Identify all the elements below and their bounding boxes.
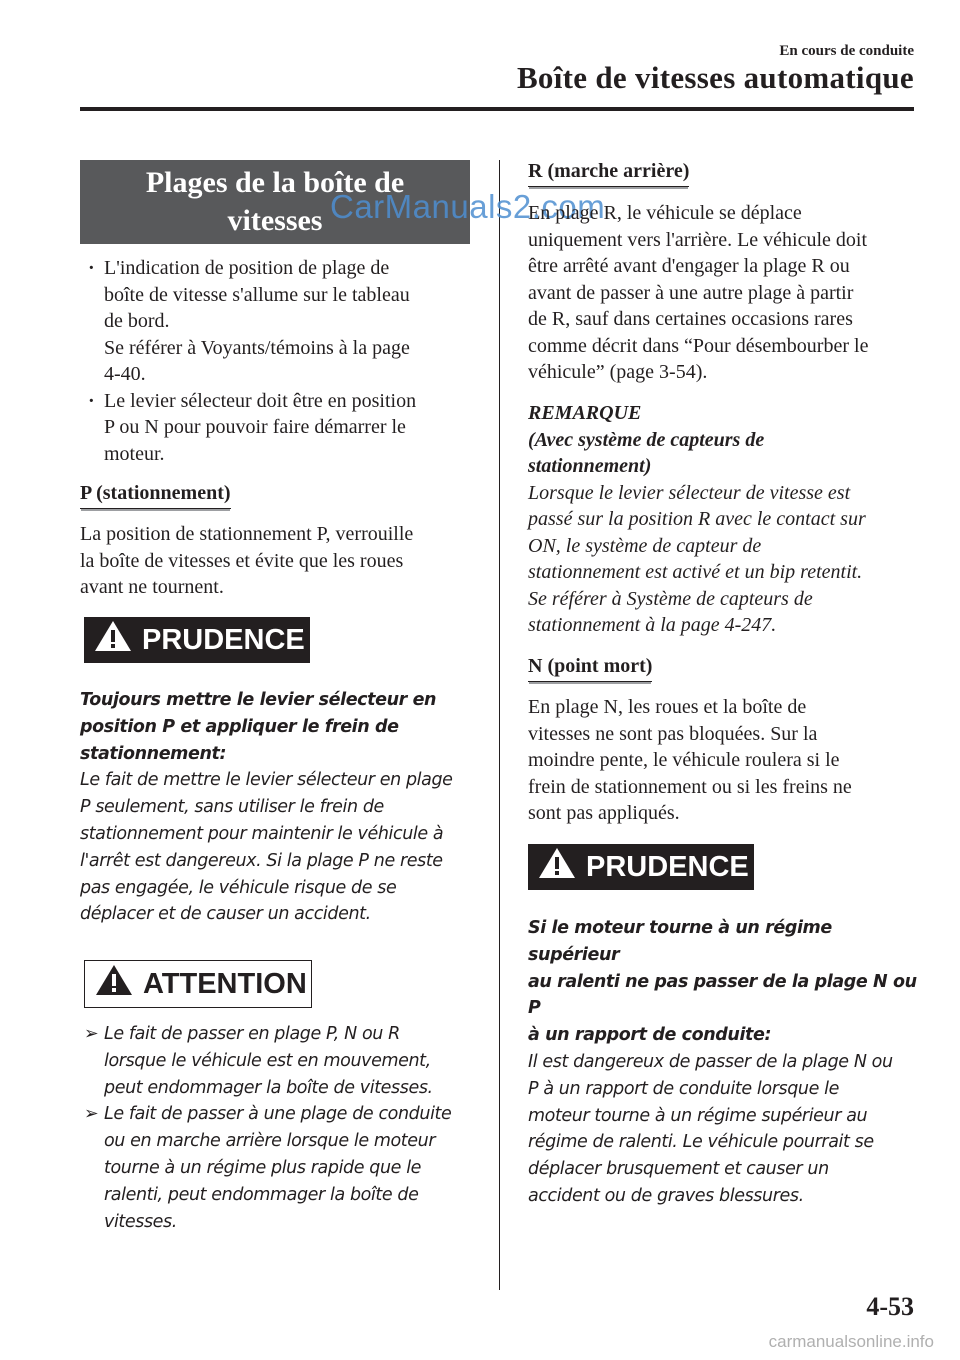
caution-label: PRUDENCE	[142, 623, 305, 656]
arrow-bullet-icon: ➢	[84, 1024, 99, 1044]
list-item: ➢ Le fait de passer en plage P, N ou R lorsque le véhicule est en mouvement, peut endommager la boîte de vitesses.	[84, 1021, 474, 1101]
park-paragraph: La position de stationnement P, verrouille la boîte de vitesses et évite que les roues avant ne tournent.	[80, 523, 414, 598]
warning-triangle-icon	[538, 847, 576, 887]
column-divider	[499, 160, 500, 1290]
section-title-line-1: Plages de la boîte de	[145, 166, 405, 199]
warning-triangle-icon	[95, 964, 133, 1004]
footer-watermark: carmanualsonline.info	[768, 1332, 934, 1351]
caution-text-neutral: Si le moteur tourne à un régime supérieur au ralenti ne pas passer de la plage N ou P à un rapport de conduite: Il est dangereux de passer de la plage N ou P à un rapport de conduite lorsque le moteur tourne à un régime supérieur au régime de ralenti. Le véhicule pourrait se déplacer brusquement et causer un accident ou de graves blessures.	[528, 918, 917, 1206]
subheading-reverse: R (marche arrière)	[528, 160, 689, 187]
attention-banner	[84, 960, 312, 1008]
caution-label: PRUDENCE	[586, 850, 749, 883]
remark-label: REMARQUE	[528, 402, 642, 424]
warning-triangle-icon	[94, 620, 132, 660]
arrow-bullet-icon: ➢	[84, 1104, 99, 1125]
remark-block: REMARQUE (Avec système de capteurs de stationnement) Lorsque le levier sélecteur de vitesse est passé sur la position R avec le contact sur ON, le système de capteur de stationnement est activé et un bip retentit. Se référer à Système de capteurs de stationnement à la page 4-247.	[528, 400, 920, 639]
watermark: CarManuals2.com	[330, 188, 606, 225]
chapter-label: En cours de conduite	[779, 43, 914, 59]
attention-label: ATTENTION	[143, 967, 307, 1000]
attention-list	[84, 1021, 474, 1235]
list-item: · Le levier sélecteur doit être en position P ou N pour pouvoir faire démarrer le moteur.	[84, 388, 464, 468]
intro-bullet-list	[84, 255, 464, 467]
section-title-line-2: vitesses	[227, 204, 323, 237]
list-item: ➢ Le fait de passer à une plage de conduite ou en marche arrière lorsque le moteur tourne à un régime plus rapide que le ralenti, peut endommager la boîte de vitesses.	[84, 1101, 474, 1235]
page-number: 4-53	[866, 1292, 914, 1321]
subheading-neutral: N (point mort)	[528, 655, 652, 682]
list-item: · L'indication de position de plage de boîte de vitesse s'allume sur le tableau de bord. Se référer à Voyants/témoins à la page 4-40.	[84, 255, 464, 388]
neutral-paragraph: En plage N, les roues et la boîte de vitesses ne sont pas bloquées. Sur la moindre pente, le véhicule roulera si le frein de stationnement ou si les freins ne sont pas appliqués.	[528, 696, 852, 824]
page-header-title: Boîte de vitesses automatique	[516, 60, 914, 95]
caution-banner	[528, 844, 754, 890]
caution-text-park: Toujours mettre le levier sélecteur en position P et appliquer le frein de stationnement: Le fait de mettre le levier sélecteur en plage P seulement, sans utiliser le frein de stationnement pour maintenir le véhicule à l'arrêt est dangereux. Si la plage P ne reste pas engagée, le véhicule risque de se déplacer et de causer un accident.	[80, 690, 453, 925]
subheading-park: P (stationnement)	[80, 482, 231, 509]
header-rule	[80, 107, 914, 111]
reverse-paragraph: En plage R, le véhicule se déplace uniquement vers l'arrière. Le véhicule doit être arrêté avant d'engager la plage R ou avant de passer à une autre plage à partir de R, sauf dans certaines occasions rares comme décrit dans “Pour désembourber le véhicule” (page 3-54).	[528, 202, 869, 383]
caution-banner	[84, 617, 310, 663]
